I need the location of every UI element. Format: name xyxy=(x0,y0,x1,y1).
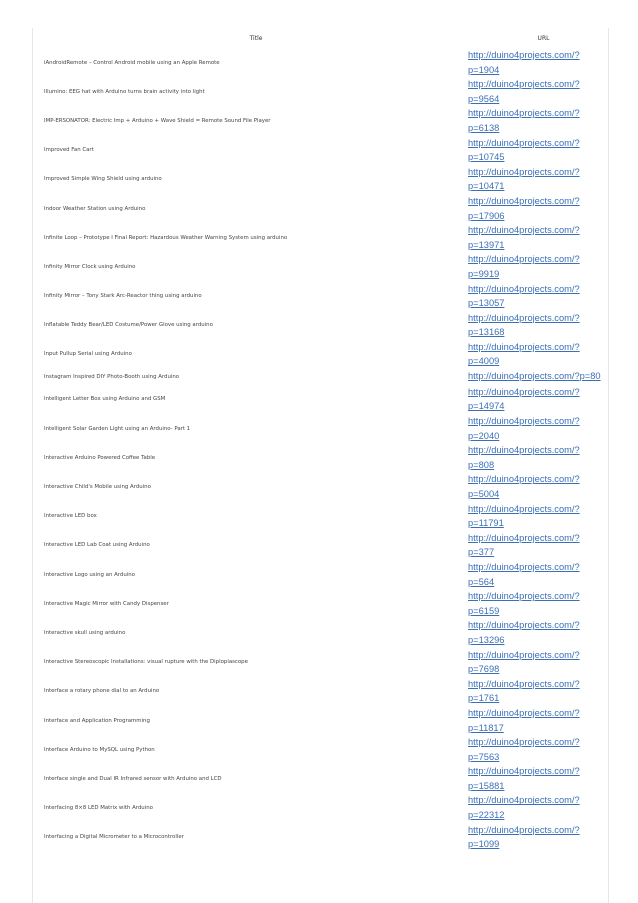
row-title: Interface Arduino to MySQL using Python xyxy=(44,746,155,753)
row-url-link[interactable] xyxy=(468,823,618,852)
row-url-link[interactable] xyxy=(468,677,618,706)
row-title: Interface a rotary phone dial to an Arduino xyxy=(44,688,160,695)
row-title: Intelligent Letter Box using Arduino and GSM xyxy=(44,396,166,403)
url-line: http://duino4projects.com/? xyxy=(468,50,580,60)
row-url-link[interactable] xyxy=(468,223,618,252)
row-title: Input Pullup Serial using Arduino xyxy=(44,351,132,358)
url-line: p=14974 xyxy=(468,401,505,412)
url-line: p=11791 xyxy=(468,518,504,529)
url-line: http://duino4projects.com/? xyxy=(468,678,580,689)
row-title: Interface and Application Programming xyxy=(44,717,150,724)
row-url-link[interactable] xyxy=(468,282,618,311)
column-header-url: URL xyxy=(537,35,550,42)
table-row xyxy=(33,793,608,822)
row-title: Interfacing 8×8 LED Matrix with Arduino xyxy=(44,805,153,812)
row-url-link[interactable] xyxy=(468,735,618,764)
row-url-link[interactable] xyxy=(468,385,618,414)
url-line: http://duino4projects.com/? xyxy=(468,707,580,718)
row-url-link[interactable] xyxy=(468,589,618,618)
url-line: http://duino4projects.com/? xyxy=(468,649,580,660)
url-line: http://duino4projects.com/? xyxy=(468,386,580,397)
table-row xyxy=(33,443,608,472)
table-row xyxy=(33,560,608,589)
url-line: p=1761 xyxy=(468,693,500,704)
url-line: http://duino4projects.com/? xyxy=(468,166,580,177)
url-line: http://duino4projects.com/? xyxy=(468,532,580,543)
row-url-link[interactable] xyxy=(468,502,618,531)
table-row xyxy=(33,706,608,735)
url-line: p=564 xyxy=(468,576,495,587)
table-row xyxy=(33,252,608,281)
table-row xyxy=(33,618,608,647)
table-row xyxy=(33,282,608,311)
row-url-link[interactable] xyxy=(468,340,618,369)
url-line: http://duino4projects.com/? xyxy=(468,79,580,90)
table-row xyxy=(33,194,608,223)
url-line: http://duino4projects.com/? xyxy=(468,137,580,148)
url-line: http://duino4projects.com/? xyxy=(468,503,580,514)
row-url-link[interactable] xyxy=(468,560,618,589)
url-line: http://duino4projects.com/? xyxy=(468,795,580,806)
row-title: Interactive Stereoscopic Installations: visual rupture with the Diplopiascope xyxy=(44,659,248,666)
row-url-link[interactable] xyxy=(468,106,618,135)
table-row xyxy=(33,823,608,852)
row-title: Infinity Mirror – Tony Stark Arc-Reactor thing using arduino xyxy=(44,293,202,300)
url-line: p=13168 xyxy=(468,327,505,338)
row-url-link[interactable] xyxy=(468,531,618,560)
row-title: Indoor Weather Station using Arduino xyxy=(44,205,146,212)
row-url-link[interactable] xyxy=(468,764,618,793)
table-row xyxy=(33,648,608,677)
url-line: p=808 xyxy=(468,459,495,470)
row-url-link[interactable] xyxy=(468,414,618,443)
row-url-link[interactable] xyxy=(468,194,618,223)
document-page xyxy=(32,28,609,903)
table-row xyxy=(33,106,608,135)
url-line: p=13057 xyxy=(468,298,505,309)
row-title: iAndroidRemote – Control Android mobile using an Apple Remote xyxy=(44,59,220,66)
row-url-link[interactable] xyxy=(468,443,618,472)
url-line: p=9564 xyxy=(468,93,500,104)
url-line: http://duino4projects.com/? xyxy=(468,341,580,352)
url-line: http://duino4projects.com/?p=80 xyxy=(468,371,601,382)
row-title: Illumino: EEG hat with Arduino turns brain activity into light xyxy=(44,88,205,95)
table-row xyxy=(33,369,608,385)
url-line: p=22312 xyxy=(468,810,505,821)
url-line: http://duino4projects.com/? xyxy=(468,108,580,119)
url-line: p=1099 xyxy=(468,839,500,850)
row-url-link[interactable] xyxy=(468,648,618,677)
row-title: Inflatable Teddy Bear/LED Costume/Power Glove using arduino xyxy=(44,322,213,329)
project-table xyxy=(33,48,608,852)
table-row xyxy=(33,223,608,252)
row-url-link[interactable] xyxy=(468,793,618,822)
url-line: p=6159 xyxy=(468,605,500,616)
row-title: Interface single and Dual IR Infrared sensor with Arduino and LCD xyxy=(44,775,222,782)
url-line: http://duino4projects.com/? xyxy=(468,766,580,777)
row-title: Interactive Arduino Powered Coffee Table xyxy=(44,454,156,461)
url-line: p=17906 xyxy=(468,210,505,221)
url-line: http://duino4projects.com/? xyxy=(468,195,580,206)
url-line: p=2040 xyxy=(468,430,500,441)
url-line: http://duino4projects.com/? xyxy=(468,225,580,236)
url-line: http://duino4projects.com/? xyxy=(468,474,580,485)
url-line: p=1904 xyxy=(468,64,500,75)
table-row xyxy=(33,531,608,560)
url-line: p=6138 xyxy=(468,122,500,133)
url-line: p=4009 xyxy=(468,356,500,367)
table-row xyxy=(33,589,608,618)
url-line: p=7698 xyxy=(468,664,500,675)
url-line: p=377 xyxy=(468,547,495,558)
table-header xyxy=(33,28,608,48)
row-url-link[interactable] xyxy=(468,136,618,165)
url-line: http://duino4projects.com/? xyxy=(468,737,580,748)
row-url-link[interactable] xyxy=(468,252,618,281)
url-line: http://duino4projects.com/? xyxy=(468,591,580,602)
url-line: http://duino4projects.com/? xyxy=(468,561,580,572)
url-line: p=7563 xyxy=(468,751,500,762)
url-line: p=10745 xyxy=(468,152,505,163)
row-title: Interactive LED Lab Coat using Arduino xyxy=(44,542,150,549)
row-url-link[interactable] xyxy=(468,48,618,77)
url-line: http://duino4projects.com/? xyxy=(468,824,580,835)
table-row xyxy=(33,165,608,194)
url-line: http://duino4projects.com/? xyxy=(468,283,580,294)
row-url-link[interactable] xyxy=(468,618,618,647)
url-line: p=11817 xyxy=(468,722,504,733)
row-title: Infinity Mirror Clock using Arduino xyxy=(44,263,136,270)
table-row xyxy=(33,48,608,77)
row-title: Interactive Logo using an Arduino xyxy=(44,571,135,578)
url-line: http://duino4projects.com/? xyxy=(468,416,580,427)
table-row xyxy=(33,136,608,165)
row-url-link[interactable] xyxy=(468,165,618,194)
table-row xyxy=(33,735,608,764)
table-row xyxy=(33,77,608,106)
table-row xyxy=(33,764,608,793)
url-line: p=10471 xyxy=(468,181,505,192)
row-title: Improved Simple Wing Shield using arduino xyxy=(44,176,162,183)
url-line: http://duino4projects.com/? xyxy=(468,254,580,265)
url-line: p=13971 xyxy=(468,239,505,250)
url-line: p=13296 xyxy=(468,634,505,645)
table-row xyxy=(33,677,608,706)
row-title: Interactive Magic Mirror with Candy Dispenser xyxy=(44,600,169,607)
table-row xyxy=(33,385,608,414)
row-url-link[interactable] xyxy=(468,706,618,735)
row-url-link[interactable] xyxy=(468,77,618,106)
row-title: Interactive LED box xyxy=(44,513,97,520)
row-title: Interactive Child's Mobile using Arduino xyxy=(44,484,151,491)
row-url-link[interactable] xyxy=(468,369,618,384)
url-line: http://duino4projects.com/? xyxy=(468,312,580,323)
row-title: Infinite Loop – Prototype I Final Report: Hazardous Weather Warning System using arduino xyxy=(44,234,288,241)
row-title: Interfacing a Digital Micrometer to a Microcontroller xyxy=(44,834,184,841)
table-row xyxy=(33,502,608,531)
url-line: p=5004 xyxy=(468,489,500,500)
column-header-title: Title xyxy=(249,35,263,42)
row-url-link[interactable] xyxy=(468,311,618,340)
url-line: http://duino4projects.com/? xyxy=(468,620,580,631)
url-line: p=15881 xyxy=(468,780,505,791)
row-url-link[interactable] xyxy=(468,472,618,501)
row-title: Instagram Inspired DIY Photo-Booth using Arduino xyxy=(44,373,180,380)
table-row xyxy=(33,472,608,501)
row-title: Improved Fan Cart xyxy=(44,147,94,154)
row-title: Intelligent Solar Garden Light using an Arduino- Part 1 xyxy=(44,425,191,432)
table-row xyxy=(33,311,608,340)
url-line: p=9919 xyxy=(468,268,500,279)
row-title: IMP-ERSONATOR: Electric Imp + Arduino + Wave Shield = Remote Sound File Player xyxy=(44,117,271,124)
url-line: http://duino4projects.com/? xyxy=(468,445,580,456)
row-title: Interactive skull using arduino xyxy=(44,629,126,636)
table-row xyxy=(33,414,608,443)
table-row xyxy=(33,340,608,369)
